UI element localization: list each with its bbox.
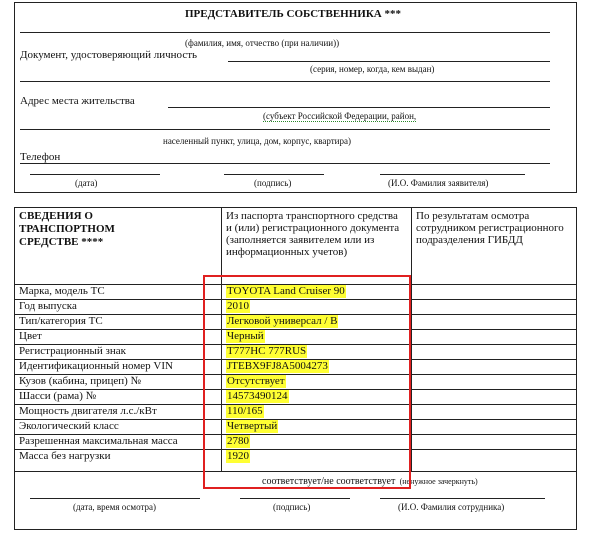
row-value[interactable]: 1920 (227, 450, 249, 462)
footer-name: (И.О. Фамилия сотрудника) (398, 502, 505, 512)
address-line (168, 107, 550, 108)
row-label: Марка, модель ТС (19, 285, 105, 297)
section-title: ПРЕДСТАВИТЕЛЬ СОБСТВЕННИКА *** (185, 8, 401, 20)
row-label: Экологический класс (19, 420, 119, 432)
row-label: Кузов (кабина, прицеп) № (19, 375, 142, 387)
address-label: Адрес места жительства (20, 95, 135, 107)
footer-signature: (подпись) (273, 502, 311, 512)
highlight-frame (203, 275, 411, 489)
fio-line (20, 32, 550, 33)
fio-caption: (фамилия, имя, отчество (при наличии)) (185, 38, 340, 48)
sign-signature-line (224, 174, 324, 175)
address-caption-1: (субъект Российской Федерации, район, (263, 111, 417, 121)
row-label: Регистрационный знак (19, 345, 126, 357)
footer-signature-line (240, 498, 350, 499)
row-value[interactable]: JTEBX9FJ8A5004273 (227, 360, 328, 372)
row-label: Масса без нагрузки (19, 450, 111, 462)
row-value[interactable]: TOYOTA Land Cruiser 90 (227, 285, 345, 297)
row-value[interactable]: Четвертый (227, 420, 278, 432)
address-caption-2: населенный пункт, улица, дом, корпус, квартира) (163, 136, 351, 146)
footer-name-line (380, 498, 545, 499)
phone-line (20, 163, 550, 164)
footer-datetime-line (30, 498, 200, 499)
conformity: соответствует/не соответствует (262, 476, 396, 487)
sign-date-line (30, 174, 160, 175)
address-line-2 (20, 129, 550, 130)
col1-header: СВЕДЕНИЯ О ТРАНСПОРТНОМ СРЕДСТВЕ **** (19, 210, 115, 248)
row-label: Мощность двигателя л.с./кВт (19, 405, 157, 417)
row-value[interactable]: Легковой универсал / В (227, 315, 338, 327)
row-value[interactable]: 2010 (227, 300, 249, 312)
sign-date: (дата) (75, 178, 98, 188)
row-label: Цвет (19, 330, 42, 342)
row-value[interactable]: Отсутствует (227, 375, 285, 387)
row-value[interactable]: 2780 (227, 435, 249, 447)
row-label: Идентификационный номер VIN (19, 360, 173, 372)
footer-datetime: (дата, время осмотра) (73, 502, 157, 512)
phone-label: Телефон (20, 151, 61, 163)
col2-header: Из паспорта транспортного средства и (или) регистрационного документа (заполняется заявителем или из информационных учетов) (226, 210, 400, 258)
row-label: Разрешенная максимальная масса (19, 435, 178, 447)
row-label: Шасси (рама) № (19, 390, 97, 402)
col-divider-2 (411, 207, 412, 471)
row-value[interactable]: Черный (227, 330, 264, 342)
row-label: Год выпуска (19, 300, 77, 312)
sign-name: (И.О. Фамилия заявителя) (388, 178, 489, 188)
conformity-hint: (ненужное зачеркнуть) (399, 477, 478, 486)
sign-name-line (380, 174, 525, 175)
col3-header: По результатам осмотра сотрудником регистрационного подразделения ГИБДД (416, 210, 564, 246)
row-value[interactable]: 14573490124 (227, 390, 288, 402)
row-value[interactable]: Т777НС 777RUS (227, 345, 307, 357)
row-label: Тип/категория ТС (19, 315, 103, 327)
doc-line (228, 61, 550, 62)
doc-caption: (серия, номер, когда, кем выдан) (310, 64, 435, 74)
doc-line-2 (20, 81, 550, 82)
sign-signature: (подпись) (254, 178, 292, 188)
row-value[interactable]: 110/165 (227, 405, 263, 417)
doc-label: Документ, удостоверяющий личность (20, 49, 198, 61)
